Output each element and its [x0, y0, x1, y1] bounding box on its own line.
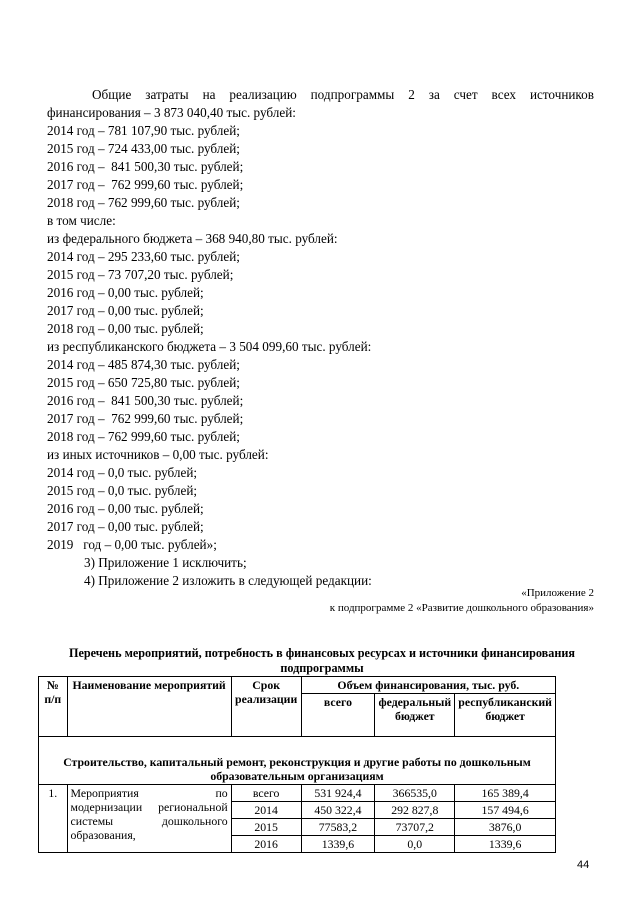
- page-number: 44: [577, 859, 590, 871]
- header-volume: Объем финансирования, тыс. руб.: [301, 677, 555, 694]
- table-row: [39, 785, 556, 802]
- row-federal: 366535,0: [375, 785, 455, 802]
- republic-year-2017: 2017 год – 762 999,60 тыс. рублей;: [47, 411, 244, 426]
- intro-paragraph: Общие затраты на реализацию подпрограммы 2 за счет всех источников финансирования – 3 873 040,40 тыс. рублей:: [47, 87, 594, 120]
- total-year-2016: 2016 год – 841 500,30 тыс. рублей;: [47, 159, 244, 174]
- republic-year-2014: 2014 год – 485 874,30 тыс. рублей;: [47, 357, 240, 372]
- row-total: 531 924,4: [301, 785, 375, 802]
- row-number: 1.: [39, 785, 68, 853]
- other-year-2017: 2017 год – 0,00 тыс. рублей;: [47, 519, 204, 534]
- appendix-title: «Приложение 2: [521, 587, 594, 599]
- total-year-2018: 2018 год – 762 999,60 тыс. рублей;: [47, 195, 240, 210]
- total-year-2014: 2014 год – 781 107,90 тыс. рублей;: [47, 123, 240, 138]
- header-term: Срок реализации: [231, 677, 301, 737]
- item-4: 4) Приложение 2 изложить в следующей редакции:: [84, 573, 372, 588]
- row-federal: 0,0: [375, 836, 455, 853]
- federal-year-2017: 2017 год – 0,00 тыс. рублей;: [47, 303, 204, 318]
- total-year-2017: 2017 год – 762 999,60 тыс. рублей;: [47, 177, 244, 192]
- federal-year-2018: 2018 год – 0,00 тыс. рублей;: [47, 321, 204, 336]
- other-sources-header: из иных источников – 0,00 тыс. рублей:: [47, 447, 269, 462]
- total-year-2015: 2015 год – 724 433,00 тыс. рублей;: [47, 141, 240, 156]
- other-year-2016: 2016 год – 0,00 тыс. рублей;: [47, 501, 204, 516]
- row-term: 2015: [231, 819, 301, 836]
- subprogram-funding-text: [47, 86, 594, 590]
- row-republic: 1339,6: [455, 836, 556, 853]
- header-total: всего: [301, 694, 375, 737]
- federal-budget-header: из федерального бюджета – 368 940,80 тыс. рублей:: [47, 231, 338, 246]
- other-year-2015: 2015 год – 0,0 тыс. рублей;: [47, 483, 198, 498]
- federal-year-2016: 2016 год – 0,00 тыс. рублей;: [47, 285, 204, 300]
- row-total: 77583,2: [301, 819, 375, 836]
- row-federal: 73707,2: [375, 819, 455, 836]
- republic-budget-header: из республиканского бюджета – 3 504 099,60 тыс. рублей:: [47, 339, 372, 354]
- funding-table: [38, 676, 556, 853]
- row-federal: 292 827,8: [375, 802, 455, 819]
- row-description: Мероприятия по модернизации региональной системы дошкольного образования,: [67, 785, 231, 853]
- header-federal: федеральный бюджет: [375, 694, 455, 737]
- header-name: Наименование мероприятий: [67, 677, 231, 737]
- row-republic: 3876,0: [455, 819, 556, 836]
- federal-year-2015: 2015 год – 73 707,20 тыс. рублей;: [47, 267, 234, 282]
- republic-year-2016: 2016 год – 841 500,30 тыс. рублей;: [47, 393, 244, 408]
- header-republic: республиканский бюджет: [455, 694, 556, 737]
- republic-year-2015: 2015 год – 650 725,80 тыс. рублей;: [47, 375, 240, 390]
- table-header-row: [39, 677, 556, 694]
- row-republic: 165 389,4: [455, 785, 556, 802]
- including-label: в том числе:: [47, 213, 116, 228]
- appendix-caption: [234, 586, 594, 616]
- other-year-2014: 2014 год – 0,0 тыс. рублей;: [47, 465, 198, 480]
- section-title: Строительство, капитальный ремонт, реконструкция и другие работы по дошкольным образовательным организациям: [39, 737, 556, 785]
- other-year-2019: 2019 год – 0,00 тыс. рублей»;: [47, 537, 217, 552]
- republic-year-2018: 2018 год – 762 999,60 тыс. рублей;: [47, 429, 240, 444]
- row-term: 2014: [231, 802, 301, 819]
- row-total: 1339,6: [301, 836, 375, 853]
- section-row: [39, 737, 556, 785]
- table-title: Перечень мероприятий, потребность в финансовых ресурсах и источники финансирования подпрограммы: [69, 646, 575, 675]
- appendix-subtitle: к подпрограмме 2 «Развитие дошкольного образования»: [329, 602, 594, 614]
- header-num: № п/п: [39, 677, 68, 737]
- item-3: 3) Приложение 1 исключить;: [84, 555, 247, 570]
- federal-year-2014: 2014 год – 295 233,60 тыс. рублей;: [47, 249, 240, 264]
- row-term: 2016: [231, 836, 301, 853]
- row-term: всего: [231, 785, 301, 802]
- row-total: 450 322,4: [301, 802, 375, 819]
- row-republic: 157 494,6: [455, 802, 556, 819]
